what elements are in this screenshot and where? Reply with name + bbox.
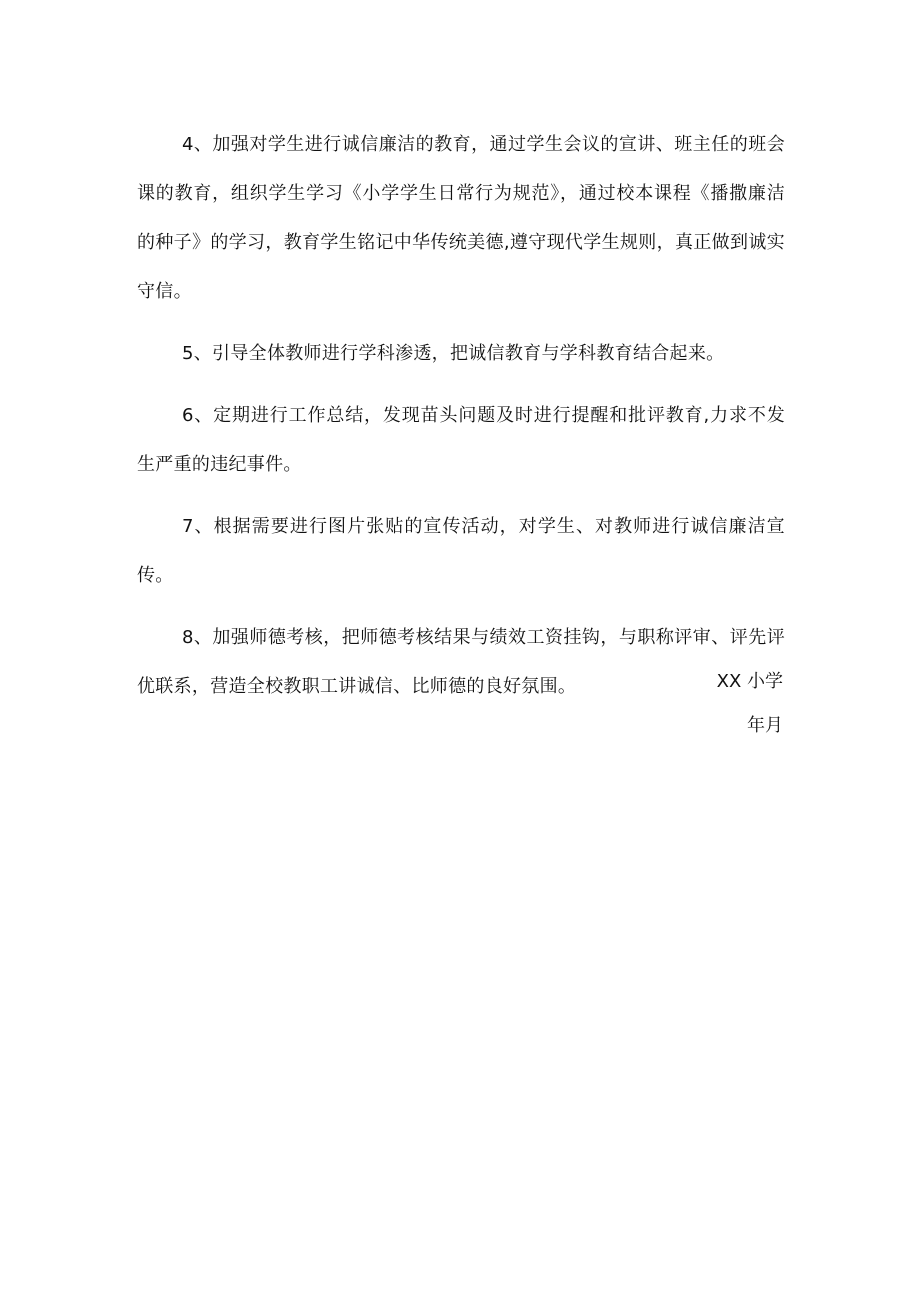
paragraph-item-4: 4、加强对学生进行诚信廉洁的教育，通过学生会议的宣讲、班主任的班会课的教育，组织学生学习《小学学生日常行为规范》，通过校本课程《播撒廉洁的种子》的学习，教育学生铭记中华传统美德,遵守现代学生规则，真正做到诚实守信。 <box>137 134 785 302</box>
signature-date: 年月 <box>747 715 783 736</box>
paragraph-item-7: 7、根据需要进行图片张贴的宣传活动，对学生、对教师进行诚信廉洁宣传。 <box>137 516 785 586</box>
paragraph-item-8: 8、加强师德考核，把师德考核结果与绩效工资挂钩，与职称评审、评先评优联系，营造全校教职工讲诚信、比师德的良好氛围。 <box>137 627 785 697</box>
paragraph-item-5: 5、引导全体教师进行学科渗透，把诚信教育与学科教育结合起来。 <box>182 343 725 364</box>
paragraph-item-6: 6、定期进行工作总结，发现苗头问题及时进行提醒和批评教育,力求不发生严重的违纪事件。 <box>137 405 785 475</box>
school-name: XX 小学 <box>716 671 783 692</box>
document-body <box>137 120 785 724</box>
signature-block <box>717 660 783 748</box>
